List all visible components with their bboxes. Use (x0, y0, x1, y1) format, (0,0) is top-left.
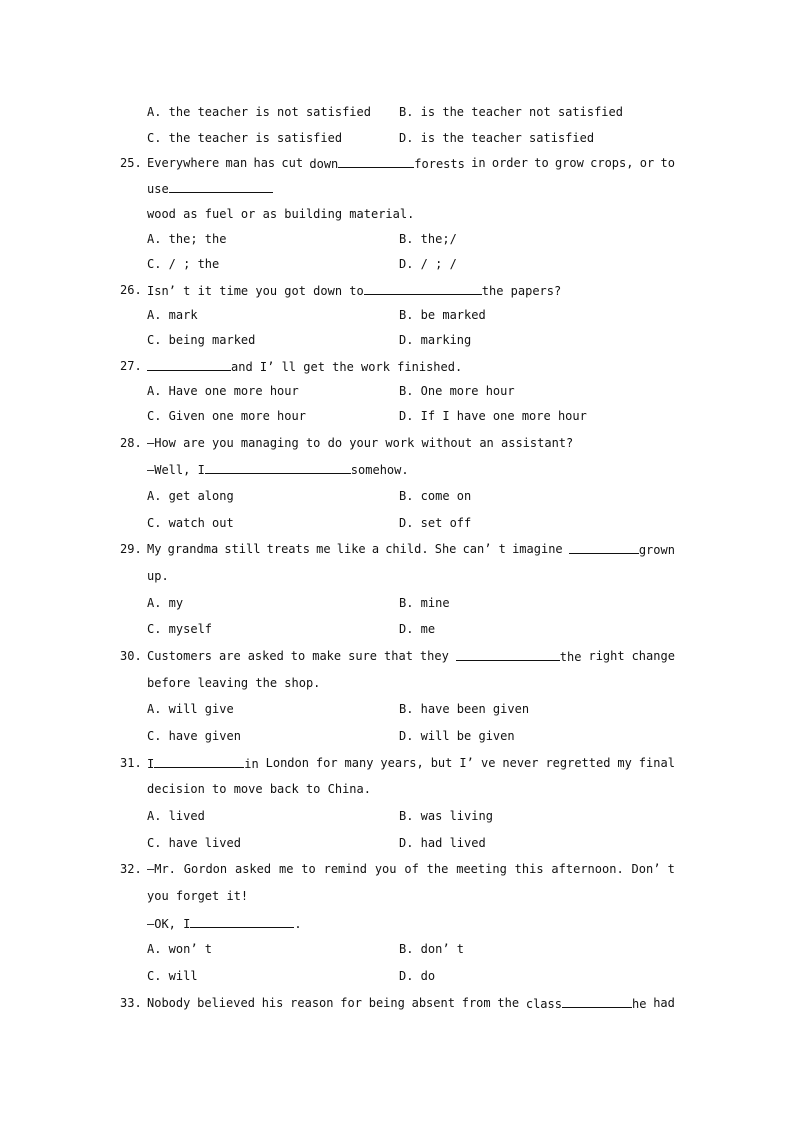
answer-blank (154, 755, 244, 768)
q31-option-d: D. had lived (399, 836, 486, 850)
q25-stem-line1: Everywhere man has cut down forests in order to grow crops, or to (147, 156, 675, 171)
q28-option-a: A. get along (147, 489, 234, 503)
q30-option-b: B. have been given (399, 702, 530, 716)
q28-option-d: D. set off (399, 516, 472, 530)
question-number-28: 28. (120, 436, 142, 450)
q32-stem-line2: you forget it! (147, 889, 249, 903)
question-number-30: 30. (120, 649, 142, 663)
q24-option-c: C. the teacher is satisfied (147, 131, 343, 145)
question-number-26: 26. (120, 283, 142, 297)
q30-stem-line2: before leaving the shop. (147, 676, 321, 690)
q32-option-c: C. will (147, 969, 198, 983)
q32-stem-line3: —OK, I . (147, 917, 302, 931)
q31-stem-line1: I in London for many years, but I’ ve never regretted my final (147, 756, 675, 771)
question-number-25: 25. (120, 156, 142, 170)
q31-option-c: C. have lived (147, 836, 241, 850)
q29-option-b: B. mine (399, 596, 450, 610)
question-number-29: 29. (120, 542, 142, 556)
answer-blank (338, 155, 414, 168)
q25-stem-line3: wood as fuel or as building material. (147, 207, 415, 221)
q32-option-d: D. do (399, 969, 436, 983)
q27-option-d: D. If I have one more hour (399, 409, 587, 423)
answer-blank (364, 282, 482, 295)
answer-blank (569, 541, 639, 554)
q24-option-a: A. the teacher is not satisfied (147, 105, 371, 119)
answer-blank (205, 461, 351, 474)
q30-option-c: C. have given (147, 729, 241, 743)
answer-blank (456, 648, 560, 661)
q30-stem-line1: Customers are asked to make sure that they the right change (147, 649, 675, 664)
q28-stem-line2: —Well, I somehow. (147, 463, 409, 477)
q26-option-c: C. being marked (147, 333, 256, 347)
q28-option-b: B. come on (399, 489, 472, 503)
q31-stem-line2: decision to move back to China. (147, 782, 371, 796)
q27-stem: and I’ ll get the work finished. (147, 358, 462, 375)
q25-stem-line2: use (147, 180, 273, 197)
q29-stem-line1: My grandma still treats me like a child. She can’ t imagine grown (147, 542, 675, 557)
q24-option-d: D. is the teacher satisfied (399, 131, 595, 145)
q29-option-a: A. my (147, 596, 184, 610)
q28-option-c: C. watch out (147, 516, 234, 530)
q29-option-d: D. me (399, 622, 436, 636)
q25-option-b: B. the;/ (399, 232, 457, 246)
q29-option-c: C. myself (147, 622, 213, 636)
q32-stem-line1: —Mr. Gordon asked me to remind you of the meeting this afternoon. Don’ t (147, 862, 675, 876)
q27-option-a: A. Have one more hour (147, 384, 299, 398)
q25-option-a: A. the; the (147, 232, 227, 246)
answer-blank (190, 915, 294, 928)
q29-stem-line2: up. (147, 569, 169, 583)
q26-option-b: B. be marked (399, 308, 486, 322)
q30-option-d: D. will be given (399, 729, 515, 743)
q25-option-c: C. / ; the (147, 257, 220, 271)
q26-option-d: D. marking (399, 333, 472, 347)
question-number-31: 31. (120, 756, 142, 770)
answer-blank (169, 180, 273, 193)
q30-option-a: A. will give (147, 702, 234, 716)
q25-option-d: D. / ; / (399, 257, 457, 271)
q31-option-a: A. lived (147, 809, 205, 823)
q24-option-b: B. is the teacher not satisfied (399, 105, 623, 119)
q33-stem-line1: Nobody believed his reason for being absent from the class he had (147, 996, 675, 1011)
question-number-32: 32. (120, 862, 142, 876)
q32-option-b: B. don’ t (399, 942, 465, 956)
q31-option-b: B. was living (399, 809, 493, 823)
question-number-33: 33. (120, 996, 142, 1010)
answer-blank (562, 995, 632, 1008)
answer-blank (147, 358, 231, 371)
q26-option-a: A. mark (147, 308, 198, 322)
q27-option-b: B. One more hour (399, 384, 515, 398)
q27-option-c: C. Given one more hour (147, 409, 306, 423)
q26-stem: Isn’ t it time you got down to the papers? (147, 284, 562, 298)
q28-stem-line1: —How are you managing to do your work without an assistant? (147, 436, 574, 450)
question-number-27: 27. (120, 359, 142, 373)
q32-option-a: A. won’ t (147, 942, 213, 956)
